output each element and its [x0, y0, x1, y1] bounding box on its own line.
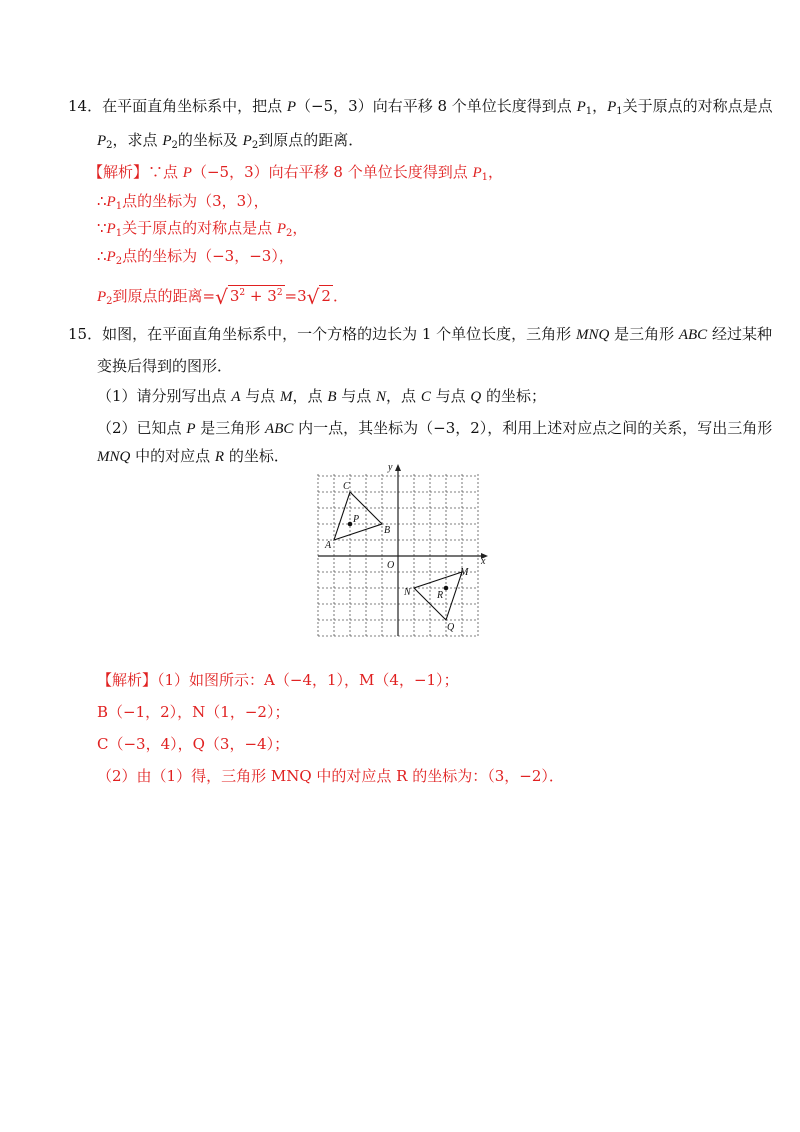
q15-part2: （2）已知点 P 是三角形 ABC 内一点，其坐标为（−3，2），利用上述对应点之间的关系，写出三角形: [97, 419, 773, 437]
label-y-axis: y: [388, 462, 393, 473]
solution-tag: 【解析】: [88, 163, 149, 181]
q14-solution-line5: $P_2$到原点的距离=√ $3^2 + 3^2 =3√$ 2 ．: [97, 285, 348, 309]
label-a: A: [325, 540, 332, 551]
label-m: M: [460, 567, 469, 578]
point-r: [444, 586, 449, 591]
y-axis-arrow: [395, 464, 401, 471]
q14-solution-line2: $\therefore P_1$点的坐标为（3，3），: [97, 192, 269, 212]
label-x-axis: x: [481, 556, 486, 567]
label-q: Q: [447, 622, 455, 633]
label-origin: O: [387, 560, 395, 571]
q14-line1: 14．在平面直角坐标系中，把点 P（−5，3）向右平移 8 个单位长度得到点 $P_1$，$P_1$关于原点的对称点是点: [68, 97, 773, 117]
q15-part2-line2: MNQ 中的对应点 R 的坐标．: [97, 447, 289, 465]
q14-solution-line4: $\therefore P_2$点的坐标为（−3，−3），: [97, 247, 294, 267]
sqrt-two: √ 2: [306, 285, 331, 309]
label-p: P: [353, 514, 360, 525]
point-p: [348, 522, 353, 527]
solution-tag: 【解析】: [97, 671, 158, 689]
q14-solution-line1: 【解析】∵点 P（−5，3）向右平移 8 个单位长度得到点 $P_1$，: [88, 163, 504, 183]
q14-solution-line3: $\because P_1$关于原点的对称点是点 $P_2$，: [97, 219, 308, 239]
sqrt-expression: √ $3^2 + 3^2$: [215, 285, 283, 309]
q14-line2: $P_2$，求点 $P_2$的坐标及 $P_2$到原点的距离．: [97, 131, 364, 151]
label-r: R: [437, 590, 444, 601]
q15-number: 15．: [68, 325, 103, 343]
coordinate-figure: [312, 462, 492, 654]
q15-solution-line4: （2）由（1）得，三角形 MNQ 中的对应点 R 的坐标为：（3，−2）．: [97, 767, 564, 785]
q15-solution-line2: B（−1，2），N（1，−2）；: [97, 703, 290, 721]
label-c: C: [343, 481, 350, 492]
label-n: N: [404, 587, 411, 598]
q15-solution-line3: C（−3，4），Q（3，−4）；: [97, 735, 290, 753]
q14-number: 14．: [68, 97, 103, 115]
label-b: B: [384, 525, 391, 536]
q15-solution-line1: 【解析】（1）如图所示：A（−4，1），M（4，−1）；: [97, 671, 459, 689]
q15-line2: 变换后得到的图形．: [97, 357, 233, 375]
q15-part1: （1）请分别写出点 A 与点 M，点 B 与点 N，点 C 与点 Q 的坐标；: [97, 387, 547, 405]
q15-line1: 15．如图，在平面直角坐标系中，一个方格的边长为 1 个单位长度，三角形 MNQ 是三角形 ABC 经过某种: [68, 325, 772, 343]
